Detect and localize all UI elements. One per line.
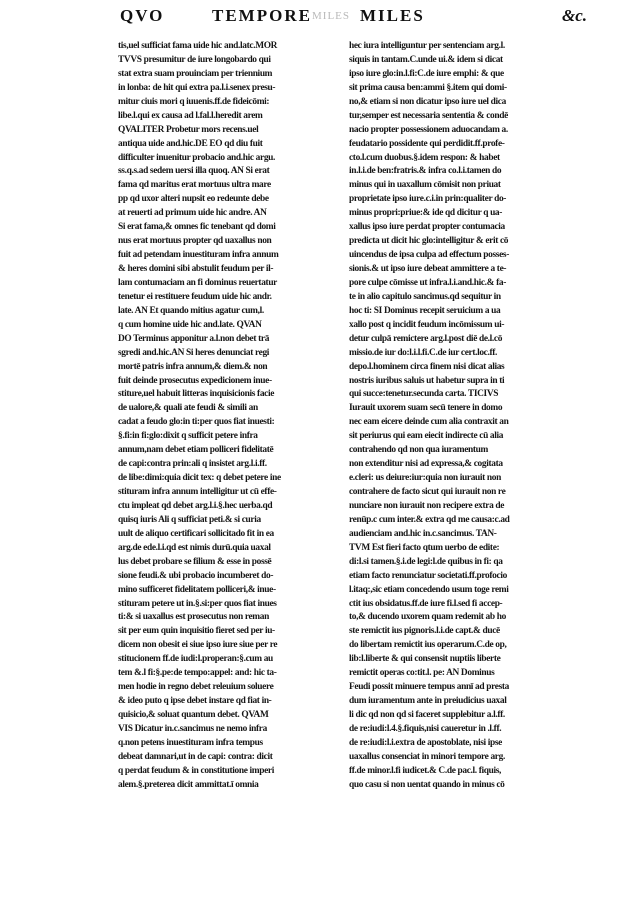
left-column-line: libe.l.qui ex causa ad l.fal.l.heredit arem — [118, 110, 263, 121]
right-column-line: xallo post q incidit feudum incōmissum ui- — [349, 319, 505, 330]
right-column-line: uaxallus consenciat in minori tempore arg. — [349, 751, 505, 762]
running-head-end: &c. — [562, 6, 588, 25]
left-column-line: in lonba: de hit qui extra pa.l.i.senex presu- — [118, 82, 276, 93]
left-column-line: nus erat mortuus propter qd uaxallus non — [118, 236, 272, 247]
left-column-line: fuit deinde prosecutus expedicionem inue- — [118, 375, 272, 386]
right-column-line: in.l.i.de ben:fratris.& infra co.l.i.tamen do — [349, 166, 502, 177]
right-column-line: ctit ius obsidatus.ff.de iure fi.l.sed fi accep- — [349, 598, 503, 609]
running-head-right: MILES — [360, 6, 425, 25]
right-column-line: l.itaq:,sic etiam concedendo usum toge remi — [349, 584, 509, 595]
right-column-line: siquis in tantam.C.unde ui.& idem si dicat — [349, 54, 503, 65]
right-column-line: contrahendo qd non qua iuramentum — [349, 445, 489, 456]
left-column-line: q cum homine uide hic and.late. QVAN — [118, 319, 262, 330]
left-column-line: de ualore,& quali ate feudi & simili an — [118, 403, 258, 414]
right-column-line: di:l.si tamen.§.i.de legi:l.de quibus in fi: qa — [349, 556, 503, 567]
right-column-line: hec iura intelliguntur per sentenciam arg.l. — [349, 41, 505, 51]
left-column-line: cadat a feudo glo:in ti:per quos fiat inuesti: — [118, 417, 275, 428]
right-column-line: feudatario possidente qui perdidit.ff.profe- — [349, 138, 505, 149]
left-column-line: mitur ciuis mori q iuuenis.ff.de fideicōmi: — [118, 96, 270, 107]
left-column-line: sgredi and.hic.AN Si heres denunciat regi — [118, 347, 270, 358]
left-column-line: mino sufficeret fidelitatem polliceri,& inue- — [118, 584, 276, 595]
left-column-line: uult de aliquo certificari sollicitado fit in ea — [118, 528, 274, 539]
left-column-line: QVALITER Probetur mors recens.uel — [118, 124, 259, 135]
left-column-line: fama qd maritus erat mortuus ultra mare — [118, 180, 271, 191]
left-column-line: §.fi:in fi:glo:dixit q sufficit petere infra — [118, 431, 258, 442]
left-column-line: lus debet probare se filium & esse in possē — [118, 556, 272, 567]
right-column-line: e.cleri: us deiure:iur:quia non iurauit non — [349, 473, 501, 484]
running-head-show-through: MILES — [312, 10, 350, 22]
right-column-line: hoc ti: SI Dominus recepit seruicium a ua — [349, 305, 501, 316]
right-column-line: nostris iuribus saluis ut habetur supra in ti — [349, 375, 505, 386]
running-head-left: QVO — [120, 6, 165, 25]
right-column-line: minus qui in uaxallum cōmisit non priuat — [349, 180, 501, 191]
right-column-line: remictit operas co:tit.l. pe: AN Dominus — [349, 668, 495, 679]
left-column-line: tis,uel sufficiat fama uide hic and.latc.MOR — [118, 41, 278, 51]
right-column-line: quo casu si non uentat quando in minus cō — [349, 779, 505, 790]
right-column-line: Feudi possit minuere tempus annī ad presta — [349, 682, 509, 693]
left-column-line: tem &.l fi:§.pe:de tempo:appel: and: hic ta- — [118, 668, 277, 679]
right-column-line: tur,semper est necessaria sententia & condē — [349, 110, 508, 121]
right-column-line: te in alio capitulo sancimus.qd sequitur in — [349, 291, 501, 302]
left-column-line: lam contumaciam an fi dominus reuertatur — [118, 277, 277, 288]
right-column-line: detur culpā remictere arg.l.post diē de.l.cō — [349, 333, 503, 344]
right-column-line: pore culpe cōmisse ut infra.l.i.and.hic.& fa- — [349, 277, 506, 288]
left-column-line: sit per eum quin inquisitio fieret sed per iu- — [118, 626, 275, 637]
right-column-line: li dic qd non qd si faceret supplebitur a.l.ff. — [349, 710, 505, 720]
left-column-line: arg.de ede.l.i.qd est nimis durū.quia uaxal — [118, 542, 271, 553]
right-column-line: nacio propter possessionem aduocandam a. — [349, 124, 508, 135]
right-column-line: audienciam and.hic in.c.sancimus. TAN- — [349, 528, 497, 539]
left-column-line: ss.q.s.ad sedem uersi illa quoq. AN Si erat — [118, 166, 270, 177]
left-column-line: alem.§.preterea dicit ammittat.ī omnia — [118, 779, 259, 790]
left-column-line: sione feudi.& ubi probacio incumberet do- — [118, 570, 274, 581]
left-column-line: q perdat feudum & in constitutione imperi — [118, 765, 274, 776]
left-column-line: stitucionem ff.de iudi:l.properan:§.cum au — [118, 654, 273, 665]
right-column-line: no,& etiam si non dicatur ipso iure uel dica — [349, 96, 506, 107]
left-column-line: Si erat fama,& omnes fic tenebant qd domi — [118, 222, 276, 233]
right-column-line: do libertam remictit ius operarum.C.de op, — [349, 640, 507, 651]
left-column-line: difficulter inuenitur probacio and.hic argu. — [118, 152, 276, 163]
right-column-line: contrahere de facto sicut qui iurauit non re — [349, 487, 506, 497]
left-column-line: de libe:dimi:quia dicit tex: q debet petere ine — [118, 473, 281, 484]
right-column-line: etiam facto renunciatur societati.ff.profocio — [349, 570, 507, 581]
right-column-line: sit prima causa ben:ammi §.item qui domi- — [349, 82, 507, 93]
left-column-line: men hodie in regno debet releuium soluere — [118, 682, 274, 693]
left-column-line: VIS Dicatur in.c.sancimus ne nemo infra — [118, 723, 267, 734]
left-column-line: antiqua uide and.hic.DE EO qd diu fuit — [118, 138, 263, 149]
right-column-line: Iurauit uxorem suam secū tenere in domo — [349, 403, 503, 414]
left-column-line: pp qd uxor alteri nupsit eo redeunte debe — [118, 194, 269, 205]
left-column-line: stituram infra annum intelligitur ut cū effe- — [118, 487, 277, 497]
right-column-line: qui succe:tenetur.secunda carta. TICIVS — [349, 389, 499, 400]
right-column-line: non extenditur nisi ad expressa,& cogitata — [349, 459, 503, 470]
left-column-line: fuit ad petendam inuestituram infra annum — [118, 250, 279, 261]
right-column-line: ff.de minor.l.fi iudicet.& C.de pac.l. fiquis, — [349, 765, 502, 776]
left-column-line: debeat damnari,ut in de capi: contra: dicit — [118, 751, 273, 762]
right-column-line: ipso iure glo:in.l.fi:C.de iure emphi: & que — [349, 68, 504, 79]
left-column-line: annum,nam debet etiam polliceri fidelitatē — [118, 445, 274, 456]
right-column-line: to,& ducendo uxorem quam redemit ab ho — [349, 612, 506, 623]
left-text-column — [118, 40, 342, 793]
right-column-line: proprietate ipso iure.c.i.in prin:qualiter do- — [349, 194, 507, 205]
right-column-line: de re:iudi:l.4.§.fiquis,nisi caueretur in .l.ff. — [349, 723, 502, 734]
right-column-line: minus propri:priue:& ide qd dicitur q ua- — [349, 208, 503, 219]
left-column-line: ti:& si uaxallus est prosecutus non reman — [118, 612, 269, 623]
left-column-line: TVVS presumitur de iure longobardo qui — [118, 54, 271, 65]
left-column-line: late. AN Et quando mitius agatur cum,l. — [118, 305, 264, 316]
running-head-middle: TEMPORE — [212, 6, 312, 25]
right-column-line: de re:iudi:l.i.extra de apostoblate, nisi ipse — [349, 737, 502, 748]
left-column-line: tenetur ei restituere feudum uide hic andr. — [118, 291, 272, 302]
right-column-line: renūp.c cum inter.& extra qd me causa:c.ad — [349, 514, 510, 525]
right-column-line: dum iuramentum ante in preiudicius uaxal — [349, 696, 507, 707]
left-column-line: & ideo puto q ipse debet instare qd fiat in- — [118, 696, 272, 707]
left-column-line: q.non petens inuestituram infra tempus — [118, 737, 263, 748]
left-column-line: DO Terminus apponitur a.l.non debet trā — [118, 333, 270, 344]
right-column-line: missio.de iur do:l.i.l.fi.C.de iur cert.loc.ff. — [349, 347, 498, 358]
left-column-line: stiture,uel habuit litteras inquisicionis facie — [118, 389, 275, 400]
right-column-line: predicta ut dicit hic glo:intelligitur & erit cō — [349, 236, 509, 247]
left-column-line: & heres domini sibi abstulit feudum per il- — [118, 264, 274, 274]
right-column-line: cto.l.cum duobus.§.idem respon: & habet — [349, 152, 500, 163]
right-column-line: ste remictit ius pignoris.l.i.de capt.& ducē — [349, 626, 500, 637]
left-column-line: ctu impleat qd debet arg.l.i.§.hec uerba.qd — [118, 500, 273, 511]
left-column-line: stituram petere ut in.§.si:per quos fiat inues — [118, 598, 277, 609]
right-column-line: xallus ipso iure perdat propter contumacia — [349, 222, 505, 233]
right-column-line: uincendus de ipsa culpa ad effectum posses- — [349, 250, 509, 261]
right-column-line: sit periurus qui eam eiecit indirecte cū alia — [349, 431, 504, 442]
right-column-line: TVM Est fieri facto qtum uerbo de edite: — [349, 542, 500, 553]
right-text-column — [349, 40, 573, 793]
right-column-line: lib:l.liberte & qui consensit nuptiis liberte — [349, 654, 501, 665]
left-column-line: de capi:contra prin:ali q insistet arg.l.i.ff. — [118, 459, 267, 470]
left-column-line: quisq iuris Ali q sufficiat peti.& si curia — [118, 514, 261, 525]
left-column-line: at reuerti ad primum uide hic andre. AN — [118, 208, 267, 219]
left-column-line: mortē patris infra annum,& diem.& non — [118, 361, 268, 372]
left-column-line: dicem non obesit ei siue ipso iure siue per re — [118, 640, 278, 651]
running-head — [0, 6, 617, 34]
right-column-line: depo.l.hominem circa finem nisi dicat alias — [349, 361, 505, 372]
right-column-line: nec eam eicere deinde cum alia contraxit an — [349, 417, 509, 428]
left-column-line: stat extra suam prouinciam per triennium — [118, 68, 273, 79]
right-column-line: nunciare non iurauit non recipere extra de — [349, 500, 505, 511]
right-column-line: sionis.& ut ipso iure debeat ammittere a te- — [349, 264, 507, 274]
left-column-line: quisicio,& soluat quantum debet. QVAM — [118, 710, 269, 720]
